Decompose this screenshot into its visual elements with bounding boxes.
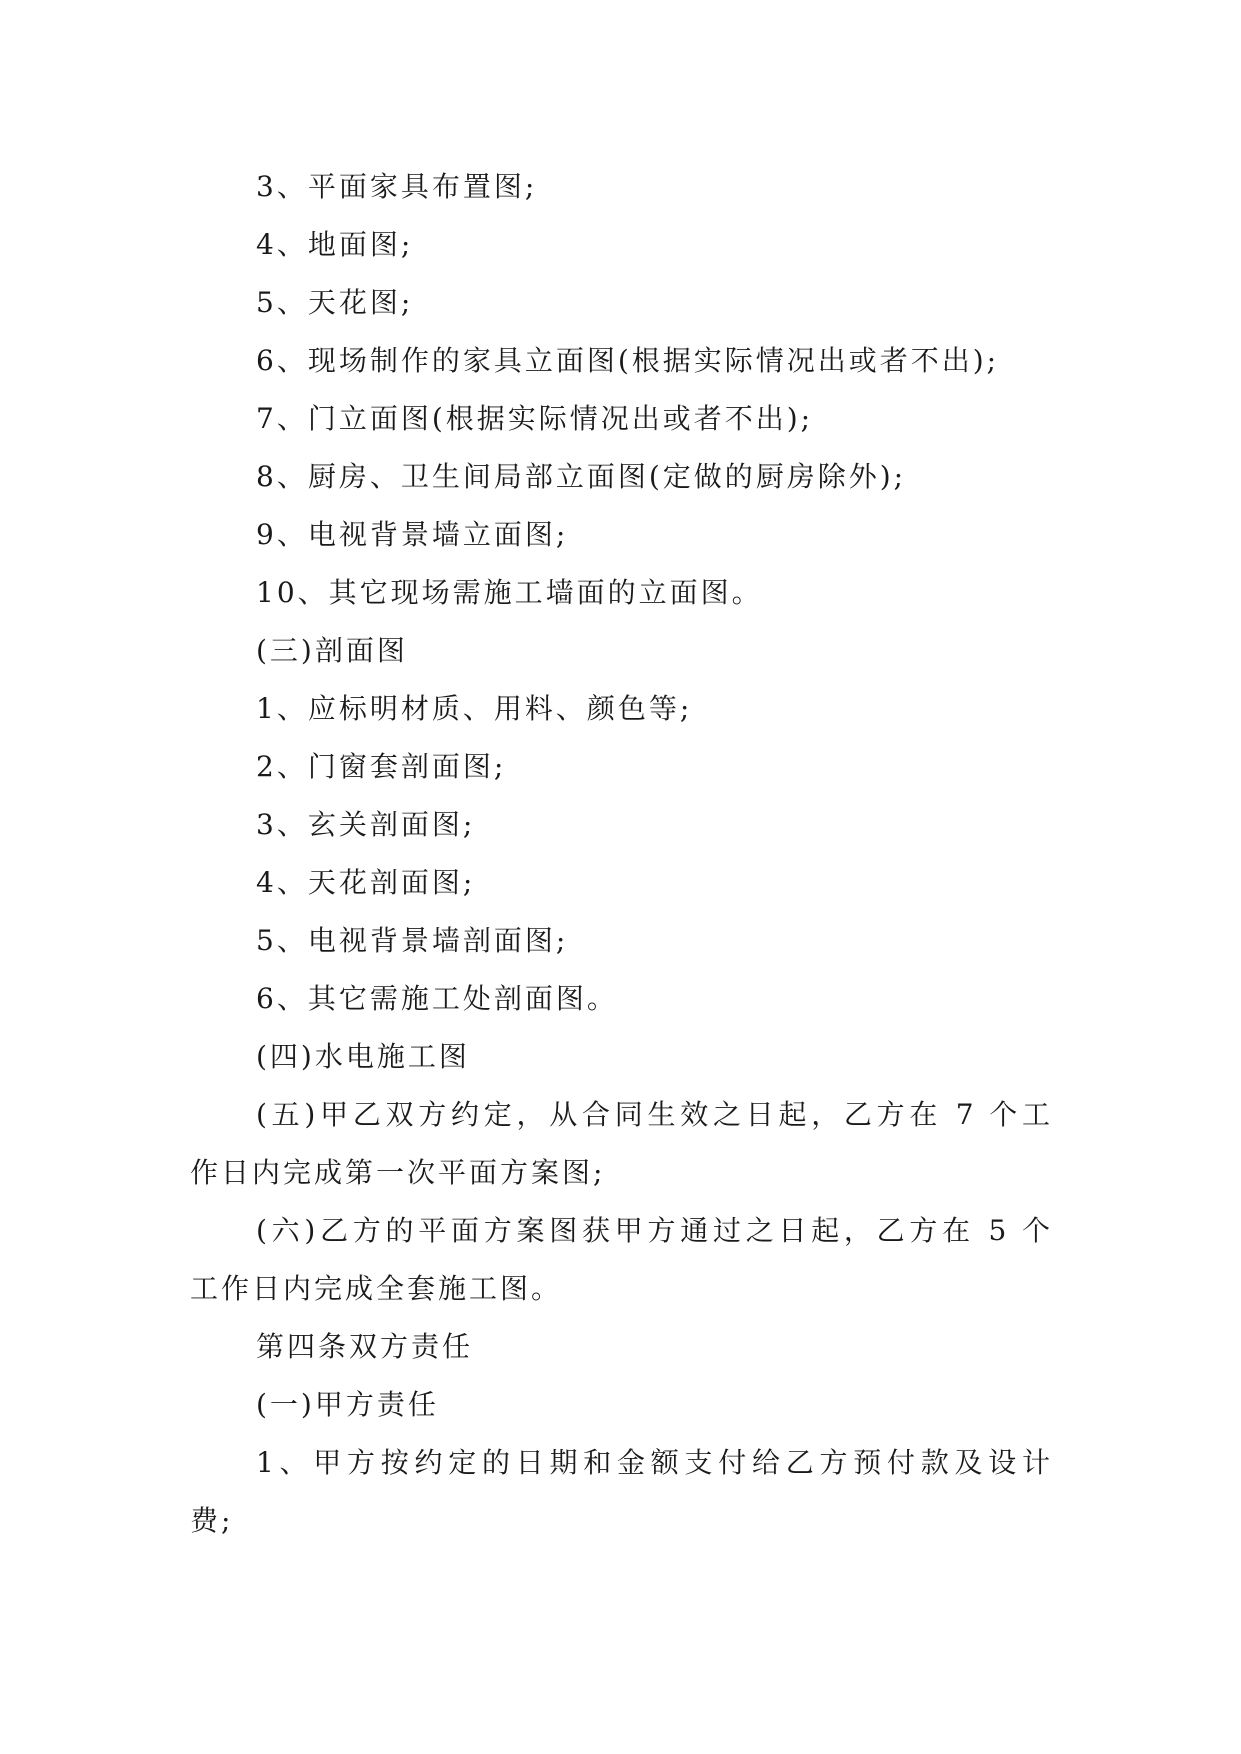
text-line-content: 1、应标明材质、用料、颜色等;	[256, 692, 693, 725]
text-line	[190, 622, 1052, 680]
text-line	[190, 390, 1052, 448]
text-line-content: 9、电视背景墙立面图;	[256, 518, 569, 551]
text-line-content: 6、现场制作的家具立面图(根据实际情况出或者不出);	[256, 344, 1000, 377]
text-line	[190, 158, 1052, 216]
text-line-content: 10、其它现场需施工墙面的立面图。	[256, 576, 763, 609]
text-line-content: 5、天花图;	[256, 286, 414, 319]
text-line	[190, 1492, 1052, 1550]
text-line-content: 4、地面图;	[256, 228, 414, 261]
text-line-content: 7、门立面图(根据实际情况出或者不出);	[256, 402, 814, 435]
text-line-content: 4、天花剖面图;	[256, 866, 476, 899]
text-line-content: 第四条双方责任	[256, 1330, 474, 1363]
text-line-content: (五)甲乙双方约定，从合同生效之日起，乙方在 7 个工	[256, 1098, 1052, 1131]
text-line-content: 6、其它需施工处剖面图。	[256, 982, 618, 1015]
text-line	[190, 1144, 1052, 1202]
text-line	[190, 854, 1052, 912]
text-line	[190, 680, 1052, 738]
text-line-content: (一)甲方责任	[256, 1388, 439, 1421]
text-line-content: 1、甲方按约定的日期和金额支付给乙方预付款及设计	[256, 1446, 1052, 1479]
text-line	[190, 796, 1052, 854]
document-body	[190, 158, 1052, 1550]
text-line-content: (四)水电施工图	[256, 1040, 470, 1073]
text-line	[190, 738, 1052, 796]
text-line	[190, 970, 1052, 1028]
text-line	[190, 274, 1052, 332]
text-line-content: 作日内完成第一次平面方案图;	[190, 1156, 606, 1189]
text-line-content: 8、厨房、卫生间局部立面图(定做的厨房除外);	[256, 460, 907, 493]
text-line	[190, 1318, 1052, 1376]
text-line-content: 3、玄关剖面图;	[256, 808, 476, 841]
text-line	[190, 1260, 1052, 1318]
text-line-content: 费;	[190, 1504, 234, 1537]
text-line	[190, 332, 1052, 390]
text-line	[190, 1434, 1052, 1492]
text-line	[190, 1202, 1052, 1260]
text-line	[190, 1086, 1052, 1144]
text-line-content: 2、门窗套剖面图;	[256, 750, 507, 783]
text-line-content: (六)乙方的平面方案图获甲方通过之日起，乙方在 5 个	[256, 1214, 1052, 1247]
text-line-content: 5、电视背景墙剖面图;	[256, 924, 569, 957]
text-line-content: (三)剖面图	[256, 634, 408, 667]
text-line	[190, 506, 1052, 564]
text-line	[190, 448, 1052, 506]
text-line	[190, 912, 1052, 970]
text-line-content: 工作日内完成全套施工图。	[190, 1272, 563, 1305]
text-line	[190, 564, 1052, 622]
text-line	[190, 1028, 1052, 1086]
text-line	[190, 216, 1052, 274]
text-line	[190, 1376, 1052, 1434]
text-line-content: 3、平面家具布置图;	[256, 170, 538, 203]
